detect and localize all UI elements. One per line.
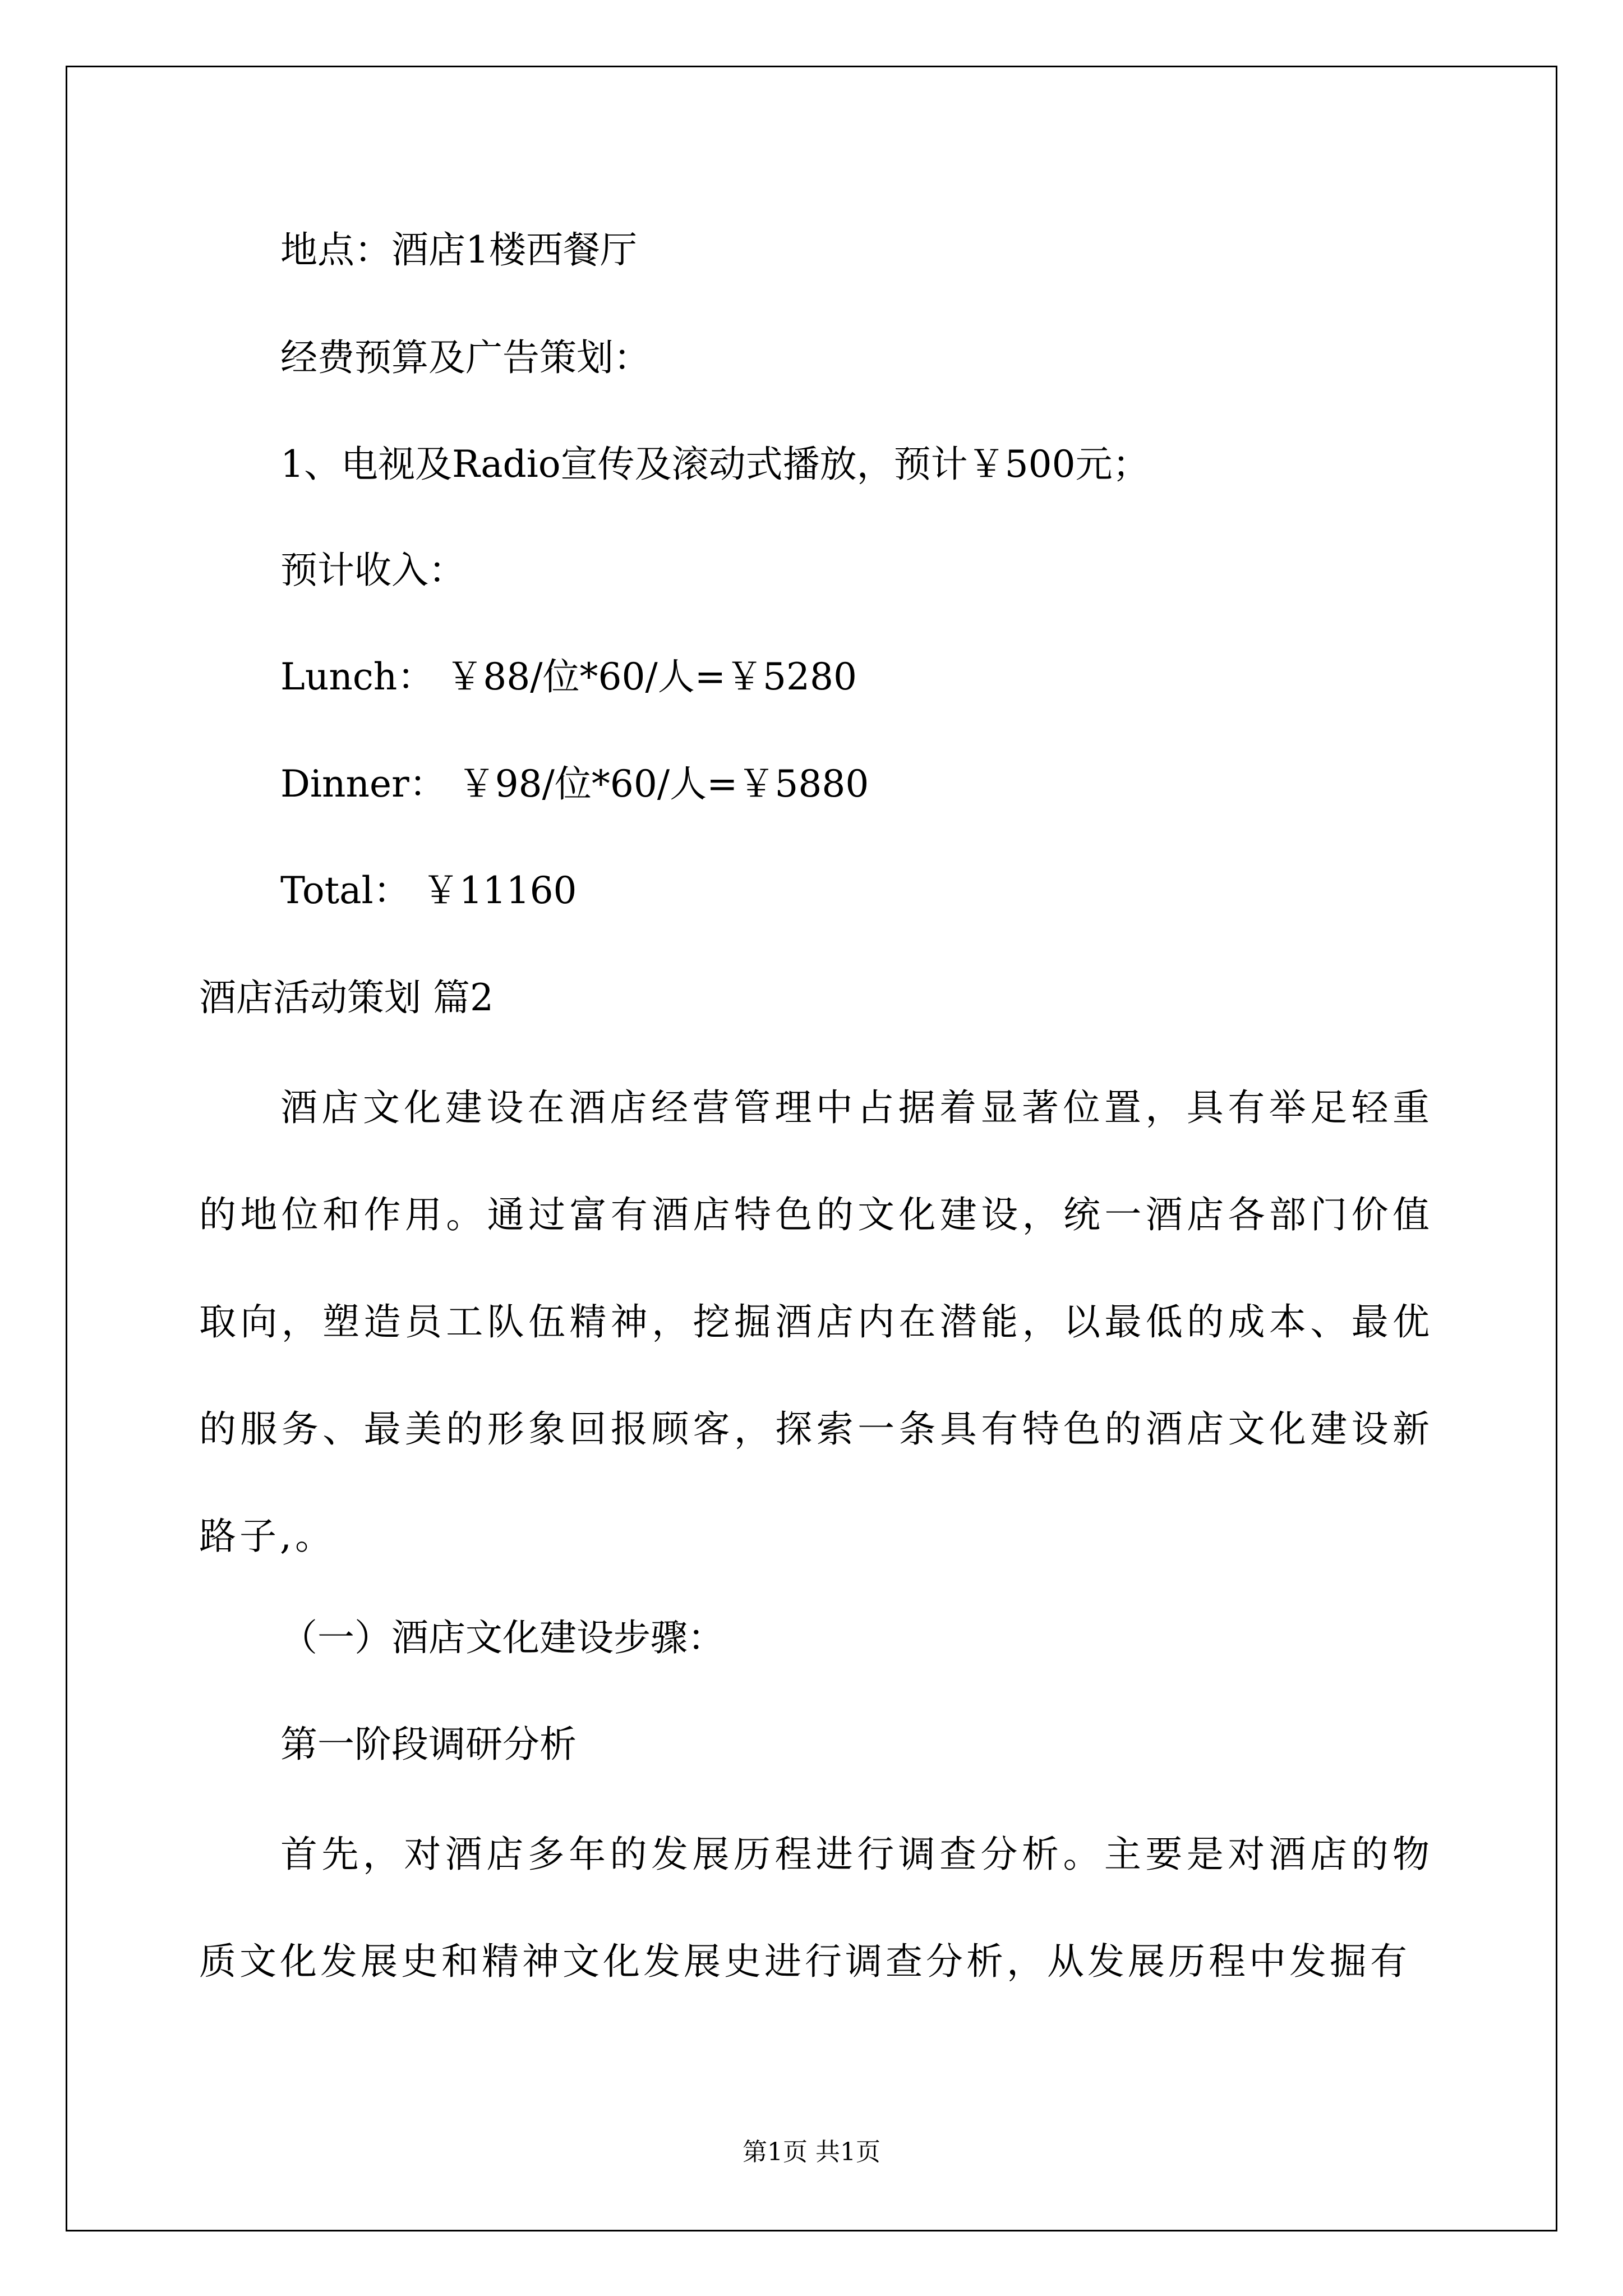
phase-one-paragraph: 首先，对酒店多年的发展历程进行调查分析。主要是对酒店的物质文化发展史和精神文化发展史进行调查分析，从发展历程中发掘有 <box>199 1833 1433 1983</box>
location-line: 地点：酒店1楼西餐厅 <box>280 228 637 272</box>
page-footer: 第1页 共1页 <box>743 2138 880 2166</box>
total-income-line: Total： ￥11160 <box>280 869 577 912</box>
income-heading: 预计收入： <box>280 549 465 592</box>
lunch-income-line: Lunch： ￥88/位*60/人=￥5280 <box>280 655 857 698</box>
budget-item-1: 1、电视及Radio宣传及滚动式播放，预计￥500元； <box>280 443 1150 486</box>
budget-heading: 经费预算及广告策划： <box>280 336 651 379</box>
dinner-income-line: Dinner： ￥98/位*60/人=￥5880 <box>280 762 869 806</box>
culture-intro-paragraph: 酒店文化建设在酒店经营管理中占据着显著位置，具有举足轻重的地位和作用。通过富有酒店特色的文化建设，统一酒店各部门价值取向，塑造员工队伍精神，挖掘酒店内在潜能，以最低的成本、最优的服务、最美的形象回报顾客，探索一条具有特色的酒店文化建设新路子,。 <box>199 1086 1433 1558</box>
phase-one-heading: 第一阶段调研分析 <box>280 1723 577 1766</box>
section-title: 酒店活动策划 篇2 <box>199 976 494 1019</box>
steps-heading: （一）酒店文化建设步骤： <box>280 1616 725 1659</box>
